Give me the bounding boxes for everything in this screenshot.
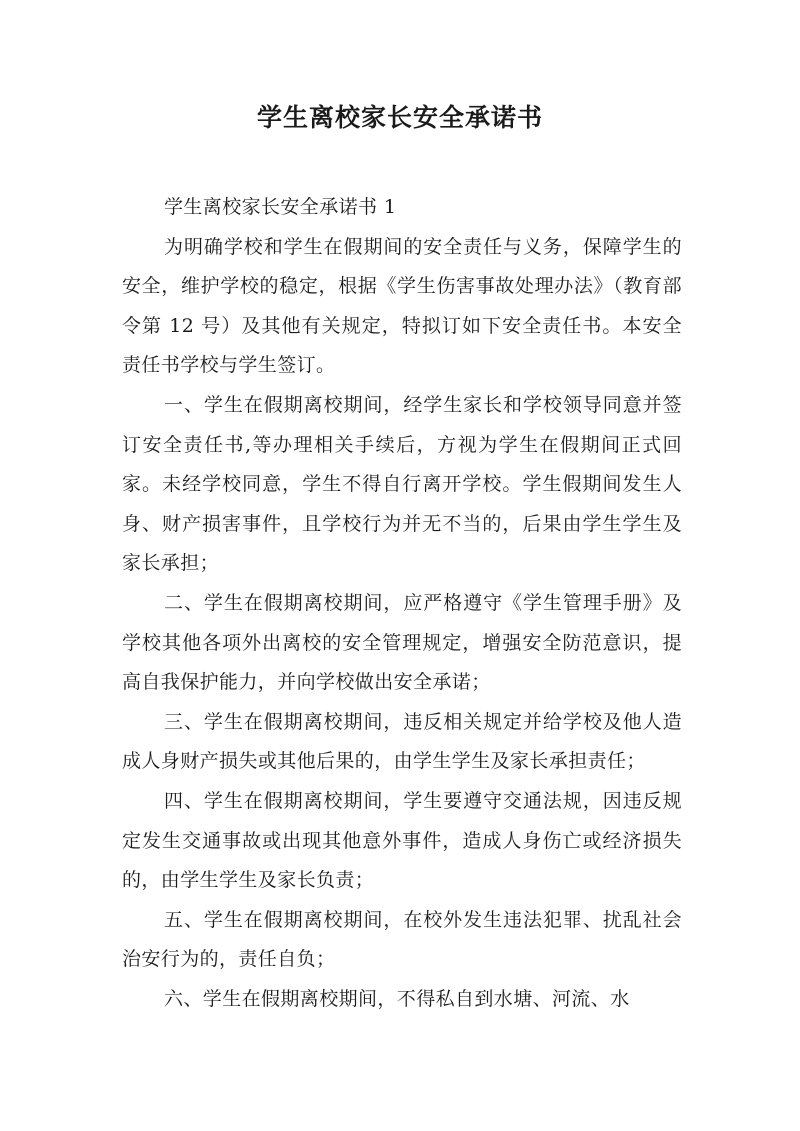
paragraph-clause-1: 一、学生在假期离校期间，经学生家长和学校领导同意并签订安全责任书,等办理相关手续后，方视为学生在假期间正式回家。未经学校同意，学生不得自行离开学校。学生假期间发生人身、财产损害事件，且学校行为并无不当的，后果由学生学生及家长承担； xyxy=(122,393,682,575)
paragraph-clause-4: 四、学生在假期离校期间，学生要遵守交通法规，因违反规定发生交通事故或出现其他意外事件，造成人身伤亡或经济损失的，由学生学生及家长负责； xyxy=(122,789,682,892)
section-heading: 学生离校家长安全承诺书 1 xyxy=(164,196,397,218)
document-body xyxy=(122,188,682,1019)
paragraph-intro: 为明确学校和学生在假期间的安全责任与义务，保障学生的安全，维护学校的稳定，根据《学生伤害事故处理办法》（教育部令第 12 号）及其他有关规定，特拟订如下安全责任书。本安全责任书学校与学生签订。 xyxy=(122,235,682,377)
paragraph-clause-3: 三、学生在假期离校期间，违反相关规定并给学校及他人造成人身财产损失或其他后果的，由学生学生及家长承担责任； xyxy=(122,710,682,773)
paragraph-clause-6: 六、学生在假期离校期间，不得私自到水塘、河流、水 xyxy=(164,987,630,1010)
paragraph-clause-5: 五、学生在假期离校期间，在校外发生违法犯罪、扰乱社会治安行为的，责任自负； xyxy=(122,908,682,971)
document-title: 学生离校家长安全承诺书 xyxy=(256,103,543,132)
paragraph-clause-2: 二、学生在假期离校期间，应严格遵守《学生管理手册》及学校其他各项外出离校的安全管理规定，增强安全防范意识，提高自我保护能力，并向学校做出安全承诺； xyxy=(122,591,682,694)
